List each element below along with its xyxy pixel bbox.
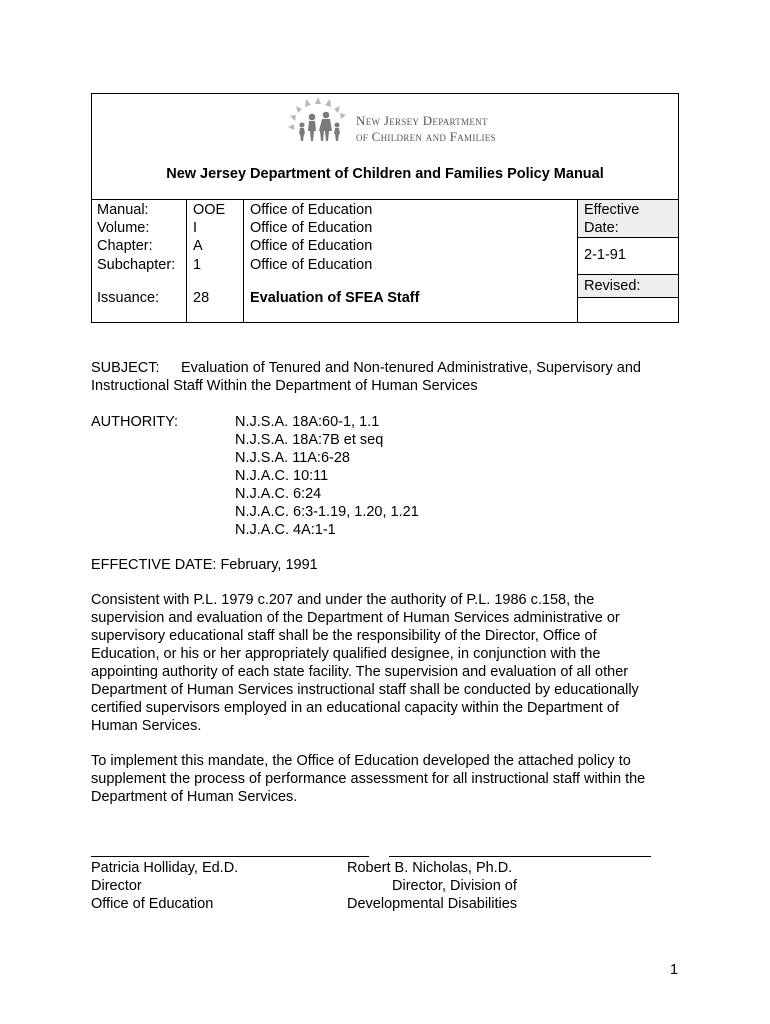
row-code: OOE (193, 202, 226, 218)
page-number: 1 (670, 962, 679, 978)
row-label: Chapter: (97, 238, 153, 254)
row-desc: Office of Education (250, 202, 373, 218)
paragraph-line: supplement the process of performance assessment for all instructional staff within the (91, 771, 646, 787)
divider (186, 199, 187, 322)
signatory-title: Developmental Disabilities (347, 896, 518, 912)
row-desc: Office of Education (250, 257, 373, 273)
paragraph-line: certified supervisors employed in an educational capacity within the Department of (91, 700, 619, 716)
authority-item: N.J.S.A. 18A:7B et seq (235, 432, 384, 448)
divider (243, 199, 244, 322)
row-label: Manual: (97, 202, 149, 218)
revised-label: Revised: (584, 278, 641, 294)
subject-label: SUBJECT: (91, 360, 160, 376)
issuance-code: 28 (193, 290, 210, 306)
effective-date-line: EFFECTIVE DATE: February, 1991 (91, 557, 318, 573)
row-label: Subchapter: (97, 257, 176, 273)
signatory-title: Office of Education (91, 896, 214, 912)
authority-item: N.J.S.A. 18A:60-1, 1.1 (235, 414, 380, 430)
logo-line-2: of Children and Families (356, 129, 496, 144)
row-code: I (193, 220, 198, 236)
logo-line-1: New Jersey Department (356, 113, 488, 128)
effective-date-value: 2-1-91 (584, 247, 626, 263)
manual-title: New Jersey Department of Children and Families Policy Manual (166, 166, 604, 182)
effective-label: Effective (584, 202, 640, 218)
paragraph-line: Consistent with P.L. 1979 c.207 and under the authority of P.L. 1986 c.158, the (91, 592, 595, 608)
row-code: 1 (193, 257, 202, 273)
subject-line-2: Instructional Staff Within the Department of Human Services (91, 378, 478, 394)
paragraph-line: Department of Human Services instructional staff shall be conducted by educationally (91, 682, 639, 698)
paragraph-line: supervisory educational staff shall be the responsibility of the Director, Office of (91, 628, 597, 644)
authority-label: AUTHORITY: (91, 414, 179, 430)
signatory-name: Robert B. Nicholas, Ph.D. (347, 860, 513, 876)
paragraph-line: supervision and evaluation of the Department of Human Services administrative or (91, 610, 620, 626)
signature-line-left (91, 856, 369, 857)
paragraph-line: Human Services. (91, 718, 202, 734)
authority-item: N.J.A.C. 6:3-1.19, 1.20, 1.21 (235, 504, 419, 520)
paragraph-line: Education, or his or her appropriately qualified designee, in conjunction with the (91, 646, 601, 662)
row-label: Volume: (97, 220, 150, 236)
paragraph-line: To implement this mandate, the Office of Education developed the attached policy to (91, 753, 631, 769)
authority-item: N.J.A.C. 6:24 (235, 486, 322, 502)
authority-item: N.J.A.C. 10:11 (235, 468, 329, 484)
subject-line-1: Evaluation of Tenured and Non-tenured Administrative, Supervisory and (181, 360, 641, 376)
divider (577, 237, 678, 238)
authority-item: N.J.A.C. 4A:1-1 (235, 522, 336, 538)
divider (577, 274, 678, 275)
issuance-desc: Evaluation of SFEA Staff (250, 290, 420, 306)
family-logo-icon (282, 95, 354, 145)
row-desc: Office of Education (250, 220, 373, 236)
paragraph-line: Department of Human Services. (91, 789, 298, 805)
authority-item: N.J.S.A. 11A:6-28 (235, 450, 350, 466)
signatory-title: Director, Division of (392, 878, 517, 894)
divider (577, 297, 678, 298)
issuance-label: Issuance: (97, 290, 160, 306)
signatory-name: Patricia Holliday, Ed.D. (91, 860, 239, 876)
effective-label-date: Date: (584, 220, 619, 236)
row-desc: Office of Education (250, 238, 373, 254)
signatory-title: Director (91, 878, 142, 894)
dcf-logo (282, 95, 354, 145)
signature-line-right (389, 856, 651, 857)
paragraph-line: appointing authority of each state facility. The supervision and evaluation of all other (91, 664, 629, 680)
row-code: A (193, 238, 203, 254)
